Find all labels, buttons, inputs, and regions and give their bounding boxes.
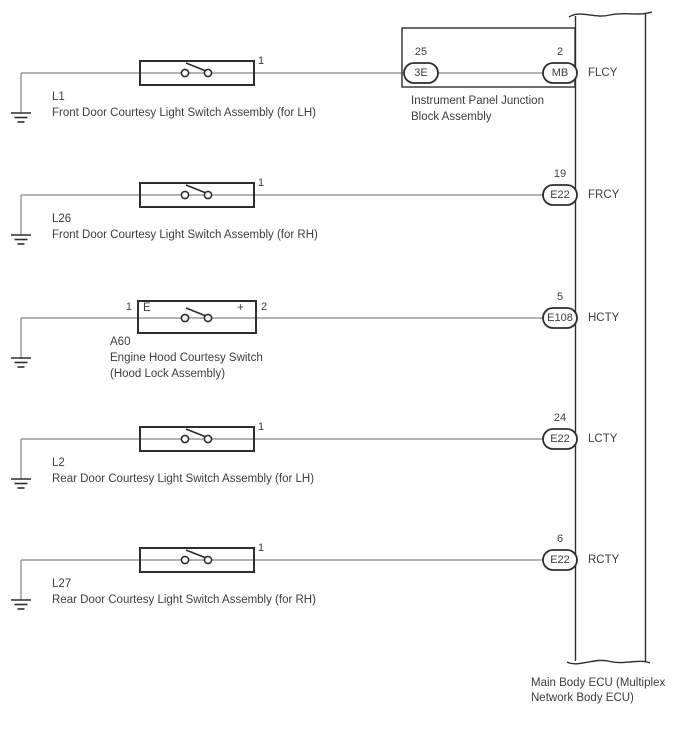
component-name: Engine Hood Courtesy Switch	[110, 352, 263, 364]
component-id: L26	[52, 213, 72, 225]
switch-icon	[181, 308, 211, 322]
component-id: A60	[110, 336, 131, 348]
ecu-label: Main Body ECU (Multiplex	[531, 677, 666, 689]
component-name: Front Door Courtesy Light Switch Assembly (for LH)	[52, 107, 316, 119]
ground-icon	[11, 73, 31, 122]
pin-label: 24	[553, 412, 567, 424]
pin-label: 2	[261, 301, 268, 313]
switch-icon	[181, 185, 211, 199]
switch-icon	[181, 63, 211, 77]
switch-icon	[181, 550, 211, 564]
pin-label: 19	[553, 168, 567, 180]
pin-label: 1	[258, 421, 265, 433]
pin-label: 5	[556, 291, 564, 303]
pin-label: 1	[258, 542, 265, 554]
connector-label: E22	[550, 553, 570, 566]
connector-label: 3E	[414, 66, 428, 79]
component-id: L1	[52, 91, 65, 103]
ground-icon	[11, 439, 31, 488]
signal-label: FLCY	[588, 67, 618, 79]
component-name: Rear Door Courtesy Light Switch Assembly (for LH)	[52, 473, 315, 485]
pin-label: 1	[258, 55, 265, 67]
signal-label: LCTY	[588, 433, 618, 445]
signal-label: HCTY	[588, 312, 620, 324]
ground-icon	[11, 560, 31, 609]
signal-label: RCTY	[588, 554, 620, 566]
terminal-label: E	[143, 302, 151, 314]
pin-label: 25	[414, 46, 428, 58]
connector-label: E22	[550, 188, 570, 201]
wires	[21, 73, 576, 560]
row-A60-linework	[11, 301, 577, 367]
junction-block-label: Block Assembly	[411, 111, 492, 123]
ground-icon	[11, 195, 31, 244]
connector-label: E22	[550, 432, 570, 445]
pin-label: 1	[258, 177, 265, 189]
junction-block-label: Instrument Panel Junction	[411, 95, 544, 107]
component-id: L2	[52, 457, 65, 469]
signal-label: FRCY	[588, 189, 620, 201]
connector-label: E108	[547, 311, 573, 324]
ecu-label: Network Body ECU)	[531, 692, 634, 704]
component-id: L27	[52, 578, 72, 590]
terminal-label: +	[237, 302, 244, 314]
component-name: Front Door Courtesy Light Switch Assembly (for RH)	[52, 229, 318, 241]
component-name: (Hood Lock Assembly)	[110, 368, 226, 380]
connector-label: MB	[551, 66, 569, 79]
pin-label: 6	[556, 533, 564, 545]
pin-label: 2	[556, 46, 564, 58]
ground-icon	[11, 318, 31, 367]
pin-label: 1	[125, 301, 132, 313]
component-name: Rear Door Courtesy Light Switch Assembly (for RH)	[52, 594, 316, 606]
switch-icon	[181, 429, 211, 443]
